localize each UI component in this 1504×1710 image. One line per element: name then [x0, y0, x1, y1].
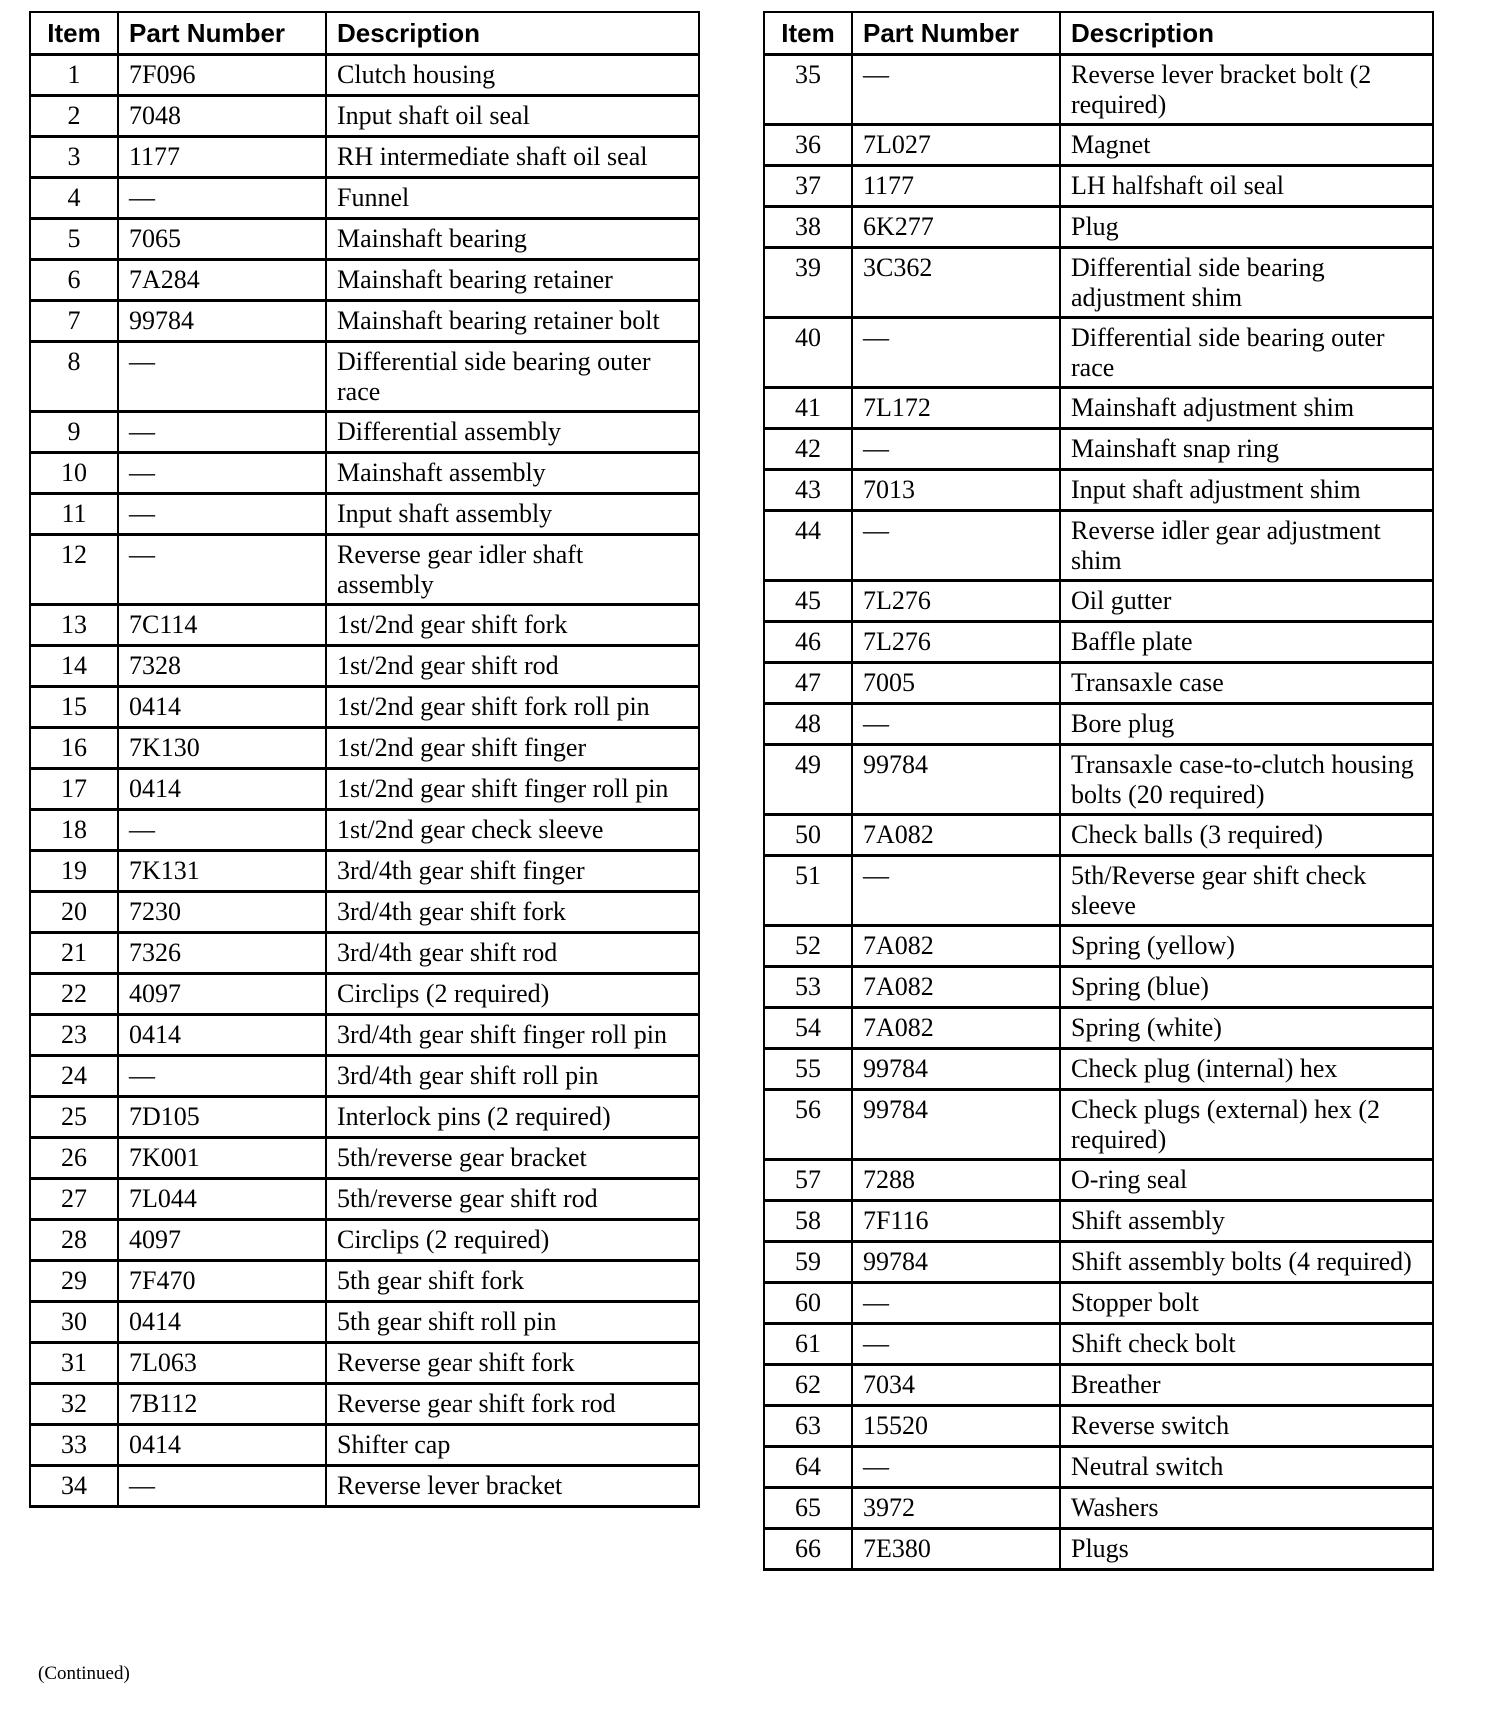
- item-number: 33: [30, 1425, 118, 1466]
- table-row: [764, 1365, 1433, 1406]
- item-number: 40: [764, 318, 852, 388]
- description: Reverse gear shift fork rod: [326, 1384, 699, 1425]
- description: 1st/2nd gear shift finger roll pin: [326, 769, 699, 810]
- part-number: 7D105: [118, 1097, 326, 1138]
- description: 5th/Reverse gear shift check sleeve: [1060, 856, 1433, 926]
- description: Mainshaft bearing retainer: [326, 260, 699, 301]
- part-number: 7013: [852, 470, 1060, 511]
- part-number: —: [852, 704, 1060, 745]
- description: Check plugs (external) hex (2 required): [1060, 1090, 1433, 1160]
- table-row: [30, 260, 699, 301]
- table-row: [30, 851, 699, 892]
- part-number: 99784: [852, 745, 1060, 815]
- item-number: 38: [764, 207, 852, 248]
- table-row: [30, 535, 699, 605]
- description: 3rd/4th gear shift roll pin: [326, 1056, 699, 1097]
- item-number: 64: [764, 1447, 852, 1488]
- item-number: 44: [764, 511, 852, 581]
- item-number: 19: [30, 851, 118, 892]
- part-number: —: [852, 1447, 1060, 1488]
- description: Spring (blue): [1060, 967, 1433, 1008]
- part-number: 0414: [118, 687, 326, 728]
- description: 5th gear shift roll pin: [326, 1302, 699, 1343]
- table-row: [30, 219, 699, 260]
- part-number: —: [118, 810, 326, 851]
- description: Circlips (2 required): [326, 974, 699, 1015]
- part-number: 15520: [852, 1406, 1060, 1447]
- part-number: —: [118, 1056, 326, 1097]
- description: Mainshaft bearing: [326, 219, 699, 260]
- column-header-item: Item: [764, 12, 852, 55]
- part-number: 7L063: [118, 1343, 326, 1384]
- item-number: 11: [30, 494, 118, 535]
- part-number: 7F116: [852, 1201, 1060, 1242]
- description: Spring (white): [1060, 1008, 1433, 1049]
- table-row: [30, 728, 699, 769]
- description: 1st/2nd gear shift fork: [326, 605, 699, 646]
- table-row: [30, 178, 699, 219]
- table-row: [30, 1179, 699, 1220]
- item-number: 30: [30, 1302, 118, 1343]
- table-row: [30, 892, 699, 933]
- part-number: 6K277: [852, 207, 1060, 248]
- description: 3rd/4th gear shift fork: [326, 892, 699, 933]
- part-number: 7L276: [852, 581, 1060, 622]
- description: Funnel: [326, 178, 699, 219]
- item-number: 9: [30, 412, 118, 453]
- description: RH intermediate shaft oil seal: [326, 137, 699, 178]
- table-row: [30, 933, 699, 974]
- description: Spring (yellow): [1060, 926, 1433, 967]
- item-number: 36: [764, 125, 852, 166]
- part-number: 7L276: [852, 622, 1060, 663]
- item-number: 46: [764, 622, 852, 663]
- part-number: 7L044: [118, 1179, 326, 1220]
- table-row: [764, 1324, 1433, 1365]
- item-number: 61: [764, 1324, 852, 1365]
- table-row: [764, 815, 1433, 856]
- table-row: [30, 301, 699, 342]
- item-number: 60: [764, 1283, 852, 1324]
- description: 5th/reverse gear shift rod: [326, 1179, 699, 1220]
- part-number: —: [118, 494, 326, 535]
- item-number: 65: [764, 1488, 852, 1529]
- part-number: 7K131: [118, 851, 326, 892]
- item-number: 6: [30, 260, 118, 301]
- description: Washers: [1060, 1488, 1433, 1529]
- table-row: [764, 1008, 1433, 1049]
- item-number: 26: [30, 1138, 118, 1179]
- part-number: 7C114: [118, 605, 326, 646]
- description: Input shaft assembly: [326, 494, 699, 535]
- item-number: 42: [764, 429, 852, 470]
- table-row: [764, 166, 1433, 207]
- description: Shift check bolt: [1060, 1324, 1433, 1365]
- column-header-description: Description: [1060, 12, 1433, 55]
- item-number: 18: [30, 810, 118, 851]
- item-number: 27: [30, 1179, 118, 1220]
- item-number: 48: [764, 704, 852, 745]
- description: 5th/reverse gear bracket: [326, 1138, 699, 1179]
- part-number: —: [852, 55, 1060, 125]
- table-row: [30, 769, 699, 810]
- part-number: 99784: [852, 1049, 1060, 1090]
- description: Input shaft oil seal: [326, 96, 699, 137]
- table-row: [30, 1015, 699, 1056]
- table-row: [764, 1488, 1433, 1529]
- item-number: 62: [764, 1365, 852, 1406]
- description: Mainshaft assembly: [326, 453, 699, 494]
- table-row: [764, 1529, 1433, 1570]
- description: Plugs: [1060, 1529, 1433, 1570]
- part-number: 7L027: [852, 125, 1060, 166]
- part-number: 7K130: [118, 728, 326, 769]
- item-number: 2: [30, 96, 118, 137]
- table-row: [30, 1056, 699, 1097]
- item-number: 32: [30, 1384, 118, 1425]
- part-number: —: [852, 1324, 1060, 1365]
- table-row: [764, 663, 1433, 704]
- description: Reverse switch: [1060, 1406, 1433, 1447]
- description: Shift assembly bolts (4 required): [1060, 1242, 1433, 1283]
- description: Reverse gear shift fork: [326, 1343, 699, 1384]
- item-number: 15: [30, 687, 118, 728]
- item-number: 58: [764, 1201, 852, 1242]
- description: Check balls (3 required): [1060, 815, 1433, 856]
- description: O-ring seal: [1060, 1160, 1433, 1201]
- table-row: [30, 137, 699, 178]
- description: 1st/2nd gear shift fork roll pin: [326, 687, 699, 728]
- part-number: 7005: [852, 663, 1060, 704]
- part-number: —: [118, 412, 326, 453]
- description: 3rd/4th gear shift rod: [326, 933, 699, 974]
- part-number: 7065: [118, 219, 326, 260]
- item-number: 39: [764, 248, 852, 318]
- description: Baffle plate: [1060, 622, 1433, 663]
- table-row: [764, 318, 1433, 388]
- table-row: [30, 1384, 699, 1425]
- continued-note: (Continued): [38, 1663, 130, 1684]
- item-number: 16: [30, 728, 118, 769]
- description: Transaxle case: [1060, 663, 1433, 704]
- table-row: [764, 1090, 1433, 1160]
- table-row: [764, 511, 1433, 581]
- part-number: 7034: [852, 1365, 1060, 1406]
- column-header-part-number: Part Number: [118, 12, 326, 55]
- item-number: 23: [30, 1015, 118, 1056]
- item-number: 31: [30, 1343, 118, 1384]
- part-number: 3972: [852, 1488, 1060, 1529]
- table-row: [764, 248, 1433, 318]
- item-number: 34: [30, 1466, 118, 1507]
- table-row: [764, 429, 1433, 470]
- part-number: 7A082: [852, 815, 1060, 856]
- table-row: [30, 1097, 699, 1138]
- table-row: [30, 1302, 699, 1343]
- part-number: —: [852, 1283, 1060, 1324]
- item-number: 50: [764, 815, 852, 856]
- part-number: 4097: [118, 974, 326, 1015]
- part-number: 7328: [118, 646, 326, 687]
- description: Mainshaft adjustment shim: [1060, 388, 1433, 429]
- part-number: 7288: [852, 1160, 1060, 1201]
- parts-table-left: [29, 11, 700, 1508]
- table-row: [30, 810, 699, 851]
- table-row: [764, 1242, 1433, 1283]
- part-number: 7048: [118, 96, 326, 137]
- description: Oil gutter: [1060, 581, 1433, 622]
- table-row: [30, 1466, 699, 1507]
- item-number: 52: [764, 926, 852, 967]
- table-body-left: [30, 55, 699, 1507]
- item-number: 37: [764, 166, 852, 207]
- table-row: [764, 207, 1433, 248]
- description: Shift assembly: [1060, 1201, 1433, 1242]
- table-row: [764, 1283, 1433, 1324]
- description: Circlips (2 required): [326, 1220, 699, 1261]
- item-number: 13: [30, 605, 118, 646]
- item-number: 12: [30, 535, 118, 605]
- table-row: [30, 1343, 699, 1384]
- description: Transaxle case-to-clutch housing bolts (20 required): [1060, 745, 1433, 815]
- table-row: [30, 1261, 699, 1302]
- part-number: 7A082: [852, 1008, 1060, 1049]
- column-header-description: Description: [326, 12, 699, 55]
- part-number: —: [118, 342, 326, 412]
- item-number: 57: [764, 1160, 852, 1201]
- table-row: [30, 687, 699, 728]
- part-number: —: [118, 453, 326, 494]
- parts-table-right: [763, 11, 1434, 1571]
- table-row: [30, 453, 699, 494]
- part-number: 7A284: [118, 260, 326, 301]
- table-row: [30, 605, 699, 646]
- part-number: —: [852, 318, 1060, 388]
- part-number: 7E380: [852, 1529, 1060, 1570]
- part-number: 7K001: [118, 1138, 326, 1179]
- description: Magnet: [1060, 125, 1433, 166]
- part-number: 7A082: [852, 926, 1060, 967]
- part-number: 99784: [852, 1242, 1060, 1283]
- part-number: 0414: [118, 769, 326, 810]
- item-number: 28: [30, 1220, 118, 1261]
- part-number: 99784: [852, 1090, 1060, 1160]
- part-number: 99784: [118, 301, 326, 342]
- column-header-item: Item: [30, 12, 118, 55]
- description: Breather: [1060, 1365, 1433, 1406]
- table-row: [30, 1220, 699, 1261]
- item-number: 59: [764, 1242, 852, 1283]
- table-row: [30, 55, 699, 96]
- description: 5th gear shift fork: [326, 1261, 699, 1302]
- description: 3rd/4th gear shift finger: [326, 851, 699, 892]
- description: 1st/2nd gear check sleeve: [326, 810, 699, 851]
- header-row: [764, 12, 1433, 55]
- item-number: 22: [30, 974, 118, 1015]
- table-row: [30, 974, 699, 1015]
- item-number: 29: [30, 1261, 118, 1302]
- table-row: [764, 1160, 1433, 1201]
- table-row: [764, 704, 1433, 745]
- item-number: 49: [764, 745, 852, 815]
- table-row: [764, 55, 1433, 125]
- description: Interlock pins (2 required): [326, 1097, 699, 1138]
- description: Reverse lever bracket bolt (2 required): [1060, 55, 1433, 125]
- table-row: [30, 96, 699, 137]
- description: LH halfshaft oil seal: [1060, 166, 1433, 207]
- table-row: [764, 1049, 1433, 1090]
- item-number: 3: [30, 137, 118, 178]
- part-number: —: [118, 1466, 326, 1507]
- item-number: 43: [764, 470, 852, 511]
- table-row: [764, 581, 1433, 622]
- description: 1st/2nd gear shift finger: [326, 728, 699, 769]
- description: 3rd/4th gear shift finger roll pin: [326, 1015, 699, 1056]
- part-number: —: [852, 511, 1060, 581]
- table-row: [764, 967, 1433, 1008]
- table-row: [30, 1425, 699, 1466]
- description: Bore plug: [1060, 704, 1433, 745]
- table-row: [764, 388, 1433, 429]
- table-row: [764, 1201, 1433, 1242]
- item-number: 21: [30, 933, 118, 974]
- item-number: 41: [764, 388, 852, 429]
- part-number: 7230: [118, 892, 326, 933]
- item-number: 8: [30, 342, 118, 412]
- table-row: [764, 622, 1433, 663]
- part-number: 7A082: [852, 967, 1060, 1008]
- table-row: [764, 856, 1433, 926]
- part-number: 7B112: [118, 1384, 326, 1425]
- description: Differential side bearing outer race: [1060, 318, 1433, 388]
- item-number: 53: [764, 967, 852, 1008]
- column-header-part-number: Part Number: [852, 12, 1060, 55]
- description: Mainshaft bearing retainer bolt: [326, 301, 699, 342]
- description: Differential side bearing outer race: [326, 342, 699, 412]
- part-number: —: [118, 535, 326, 605]
- part-number: 7L172: [852, 388, 1060, 429]
- description: Plug: [1060, 207, 1433, 248]
- description: Stopper bolt: [1060, 1283, 1433, 1324]
- description: Differential assembly: [326, 412, 699, 453]
- item-number: 1: [30, 55, 118, 96]
- table-row: [764, 1447, 1433, 1488]
- table-row: [30, 342, 699, 412]
- table-row: [764, 125, 1433, 166]
- table-row: [764, 926, 1433, 967]
- item-number: 55: [764, 1049, 852, 1090]
- part-number: 0414: [118, 1302, 326, 1343]
- part-number: 0414: [118, 1425, 326, 1466]
- description: Clutch housing: [326, 55, 699, 96]
- table-row: [764, 745, 1433, 815]
- header-row: [30, 12, 699, 55]
- table-row: [30, 494, 699, 535]
- item-number: 66: [764, 1529, 852, 1570]
- part-number: 1177: [852, 166, 1060, 207]
- part-number: 7F470: [118, 1261, 326, 1302]
- table-row: [30, 646, 699, 687]
- item-number: 14: [30, 646, 118, 687]
- description: Differential side bearing adjustment shim: [1060, 248, 1433, 318]
- item-number: 35: [764, 55, 852, 125]
- item-number: 63: [764, 1406, 852, 1447]
- description: Reverse lever bracket: [326, 1466, 699, 1507]
- description: Reverse idler gear adjustment shim: [1060, 511, 1433, 581]
- description: Neutral switch: [1060, 1447, 1433, 1488]
- table-row: [30, 412, 699, 453]
- part-number: 1177: [118, 137, 326, 178]
- item-number: 17: [30, 769, 118, 810]
- item-number: 51: [764, 856, 852, 926]
- part-number: 0414: [118, 1015, 326, 1056]
- part-number: 3C362: [852, 248, 1060, 318]
- item-number: 24: [30, 1056, 118, 1097]
- part-number: —: [852, 856, 1060, 926]
- item-number: 4: [30, 178, 118, 219]
- description: Mainshaft snap ring: [1060, 429, 1433, 470]
- table-row: [764, 470, 1433, 511]
- item-number: 47: [764, 663, 852, 704]
- item-number: 7: [30, 301, 118, 342]
- description: Shifter cap: [326, 1425, 699, 1466]
- table-row: [30, 1138, 699, 1179]
- description: 1st/2nd gear shift rod: [326, 646, 699, 687]
- table-row: [764, 1406, 1433, 1447]
- part-number: —: [118, 178, 326, 219]
- item-number: 45: [764, 581, 852, 622]
- part-number: 7F096: [118, 55, 326, 96]
- item-number: 54: [764, 1008, 852, 1049]
- table-body-right: [764, 55, 1433, 1570]
- part-number: 7326: [118, 933, 326, 974]
- description: Check plug (internal) hex: [1060, 1049, 1433, 1090]
- item-number: 10: [30, 453, 118, 494]
- item-number: 56: [764, 1090, 852, 1160]
- part-number: 4097: [118, 1220, 326, 1261]
- description: Reverse gear idler shaft assembly: [326, 535, 699, 605]
- item-number: 20: [30, 892, 118, 933]
- description: Input shaft adjustment shim: [1060, 470, 1433, 511]
- item-number: 5: [30, 219, 118, 260]
- item-number: 25: [30, 1097, 118, 1138]
- part-number: —: [852, 429, 1060, 470]
